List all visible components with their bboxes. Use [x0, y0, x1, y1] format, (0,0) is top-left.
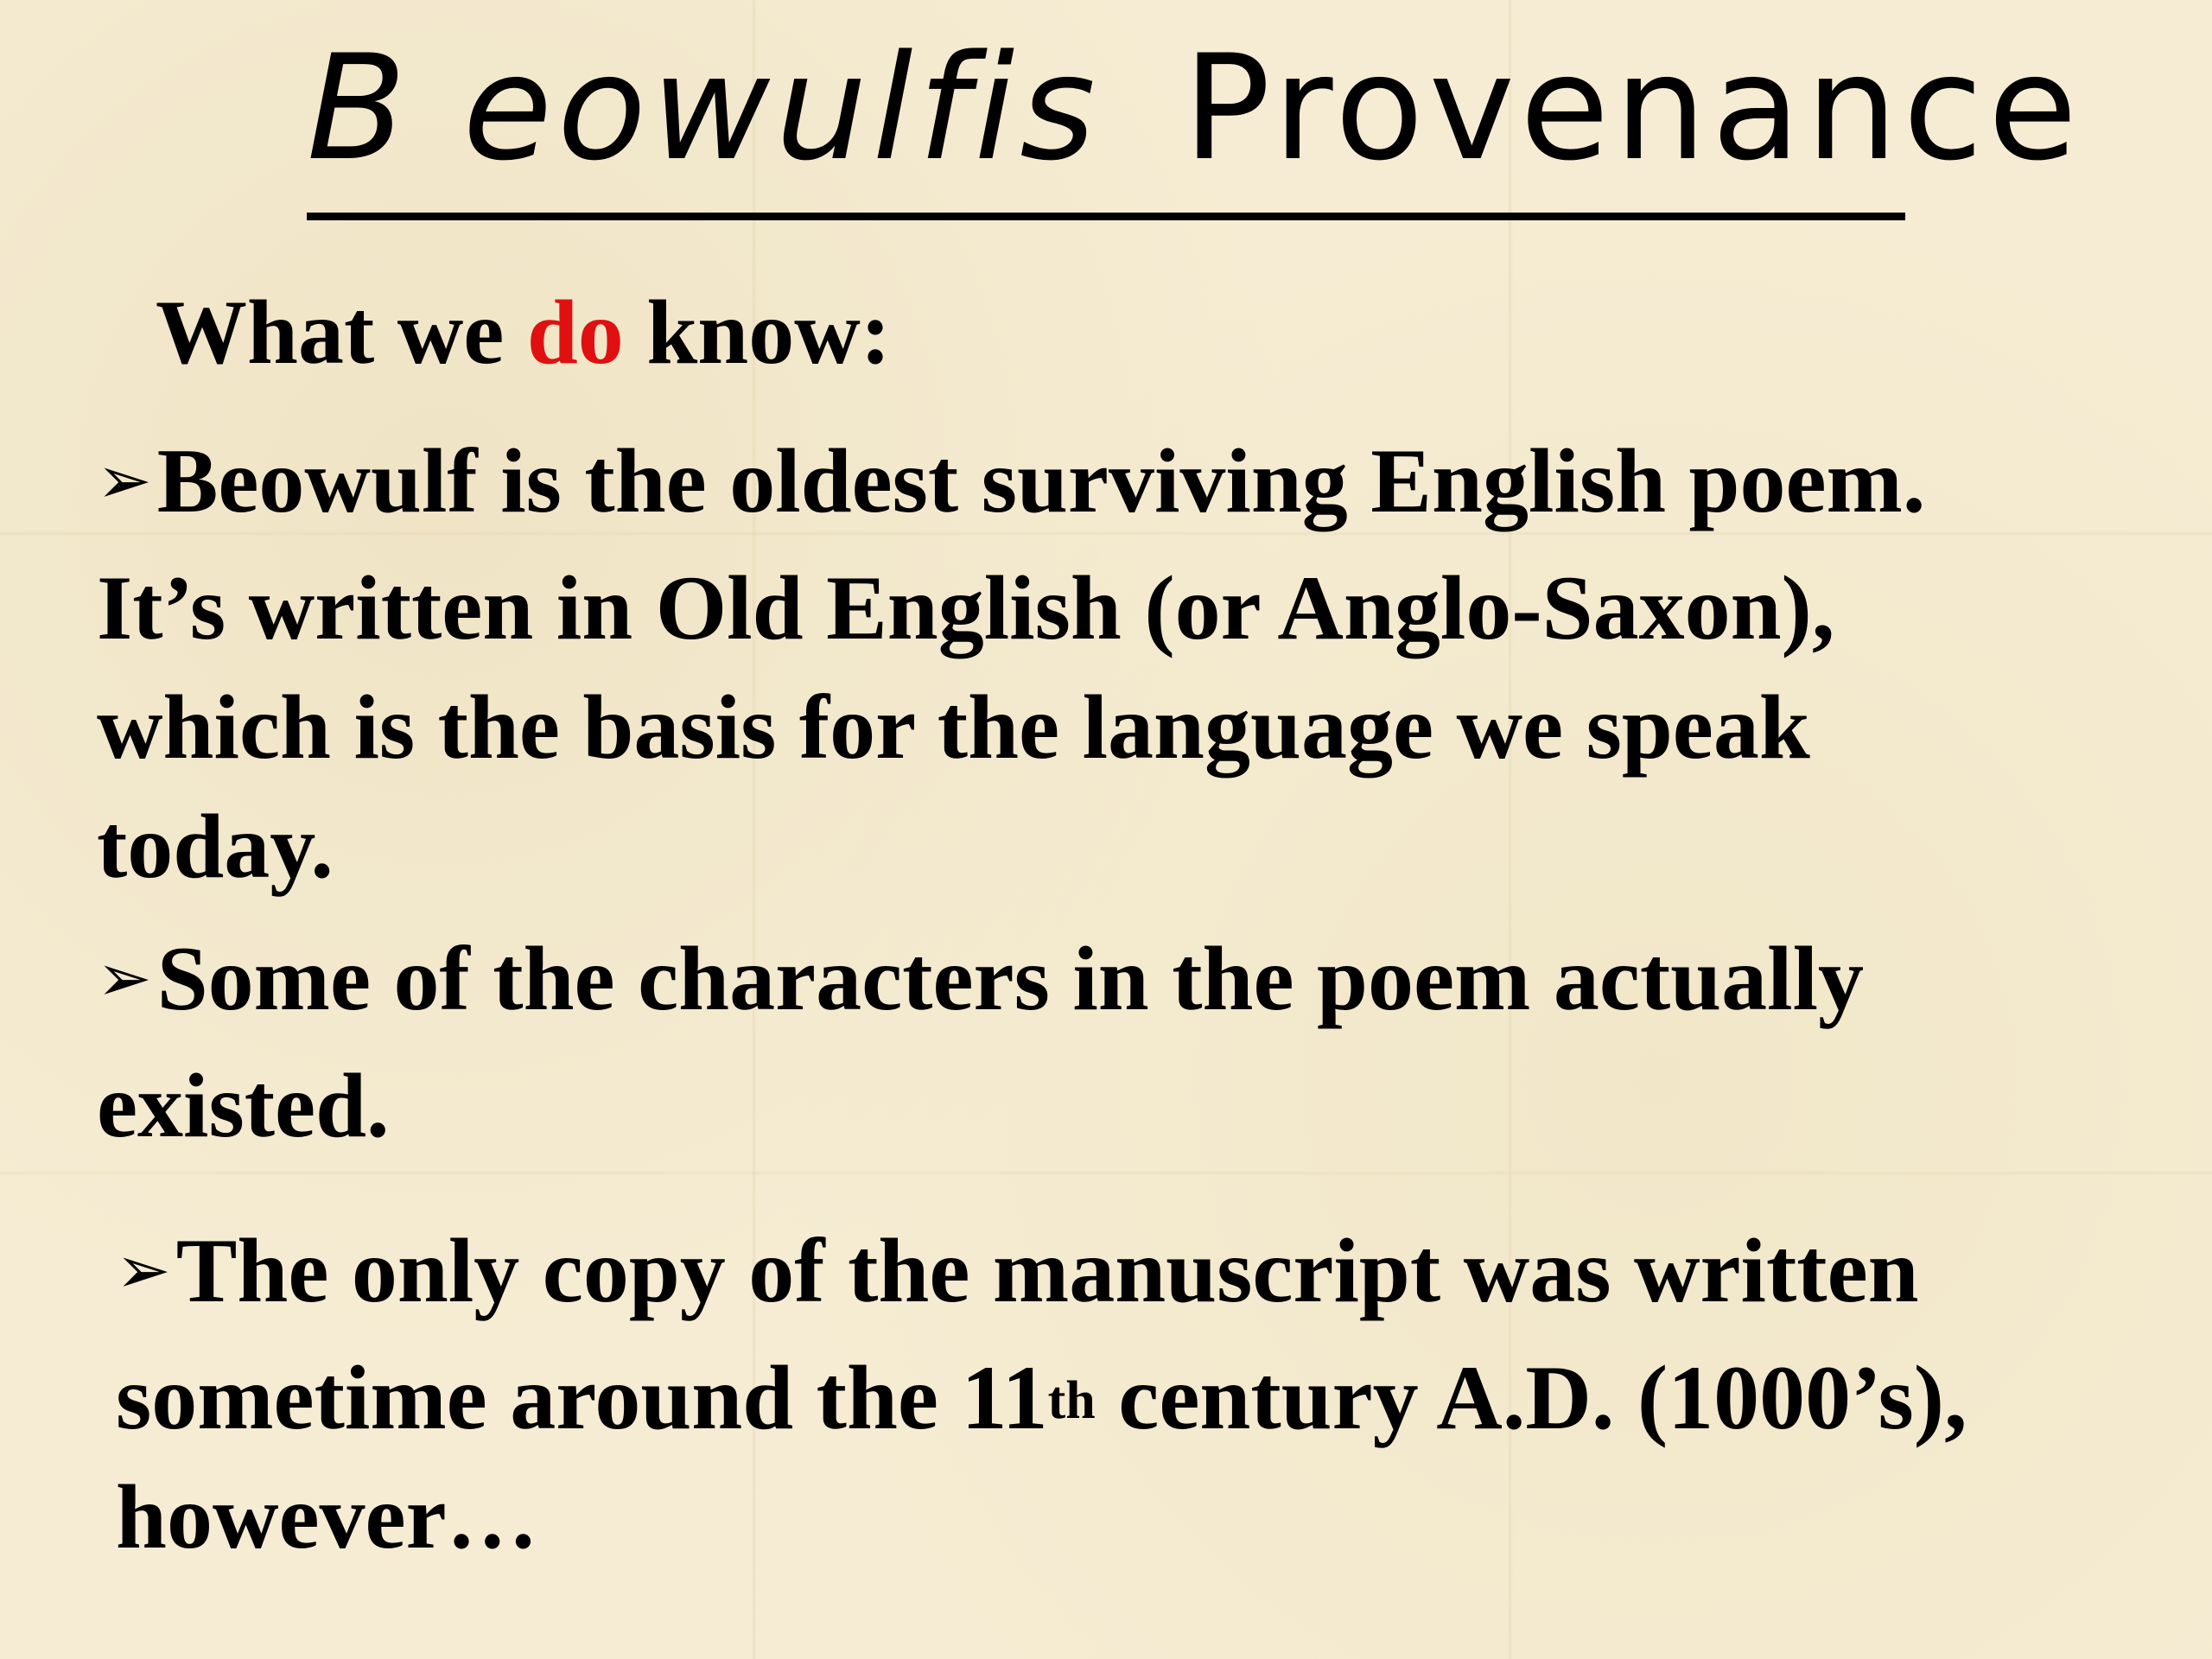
bullet-1-line-1-text: Beowulf is the oldest surviving English poem. — [156, 430, 1926, 531]
arrow-bullet-icon: ➢ — [97, 442, 152, 518]
bullet-3-line-1-text: The only copy of the manuscript was written — [175, 1220, 1919, 1321]
bullet-3-line-1 — [116, 1211, 2172, 1338]
bullet-3-line-2 — [116, 1338, 2172, 1458]
bullet-2-line-1 — [97, 919, 2153, 1046]
title-part-b: B — [307, 23, 412, 193]
subheading-after: know: — [623, 282, 892, 383]
subheading-highlight: do — [526, 282, 624, 383]
arrow-bullet-icon: ➢ — [116, 1231, 171, 1308]
subheading-before: What we — [156, 282, 527, 383]
slide-title — [307, 17, 2083, 199]
bullet-1-line-2: It’s written in Old English (or Anglo-Saxon), — [97, 557, 1835, 658]
subheading — [156, 281, 891, 385]
bullet-2-line-1-text: Some of the characters in the poem actually — [156, 928, 1865, 1029]
title-underline — [307, 213, 1905, 220]
arrow-bullet-icon: ➢ — [97, 939, 152, 1016]
title-part-provenance: Provenance — [1183, 23, 2083, 193]
bullet-3-line-2-before: sometime around the 11 — [116, 1347, 1048, 1448]
bullet-3-line-2-after: century A.D. (1000’s), — [1095, 1347, 1967, 1448]
bullet-3-line-3: however… — [116, 1466, 538, 1567]
bullet-manuscript-date — [116, 1211, 2172, 1577]
bullet-1-line-4: today. — [97, 796, 334, 897]
bullet-characters-existed — [97, 919, 2153, 1166]
title-part-eowulfis: eowulfis — [462, 23, 1101, 193]
bullet-1-line-3: which is the basis for the language we speak — [97, 677, 1810, 778]
bullet-1-line-1 — [97, 422, 2153, 549]
bullet-oldest-poem — [97, 422, 2153, 906]
ordinal-superscript: th — [1047, 1371, 1096, 1430]
bullet-2-line-2: existed. — [97, 1055, 390, 1156]
